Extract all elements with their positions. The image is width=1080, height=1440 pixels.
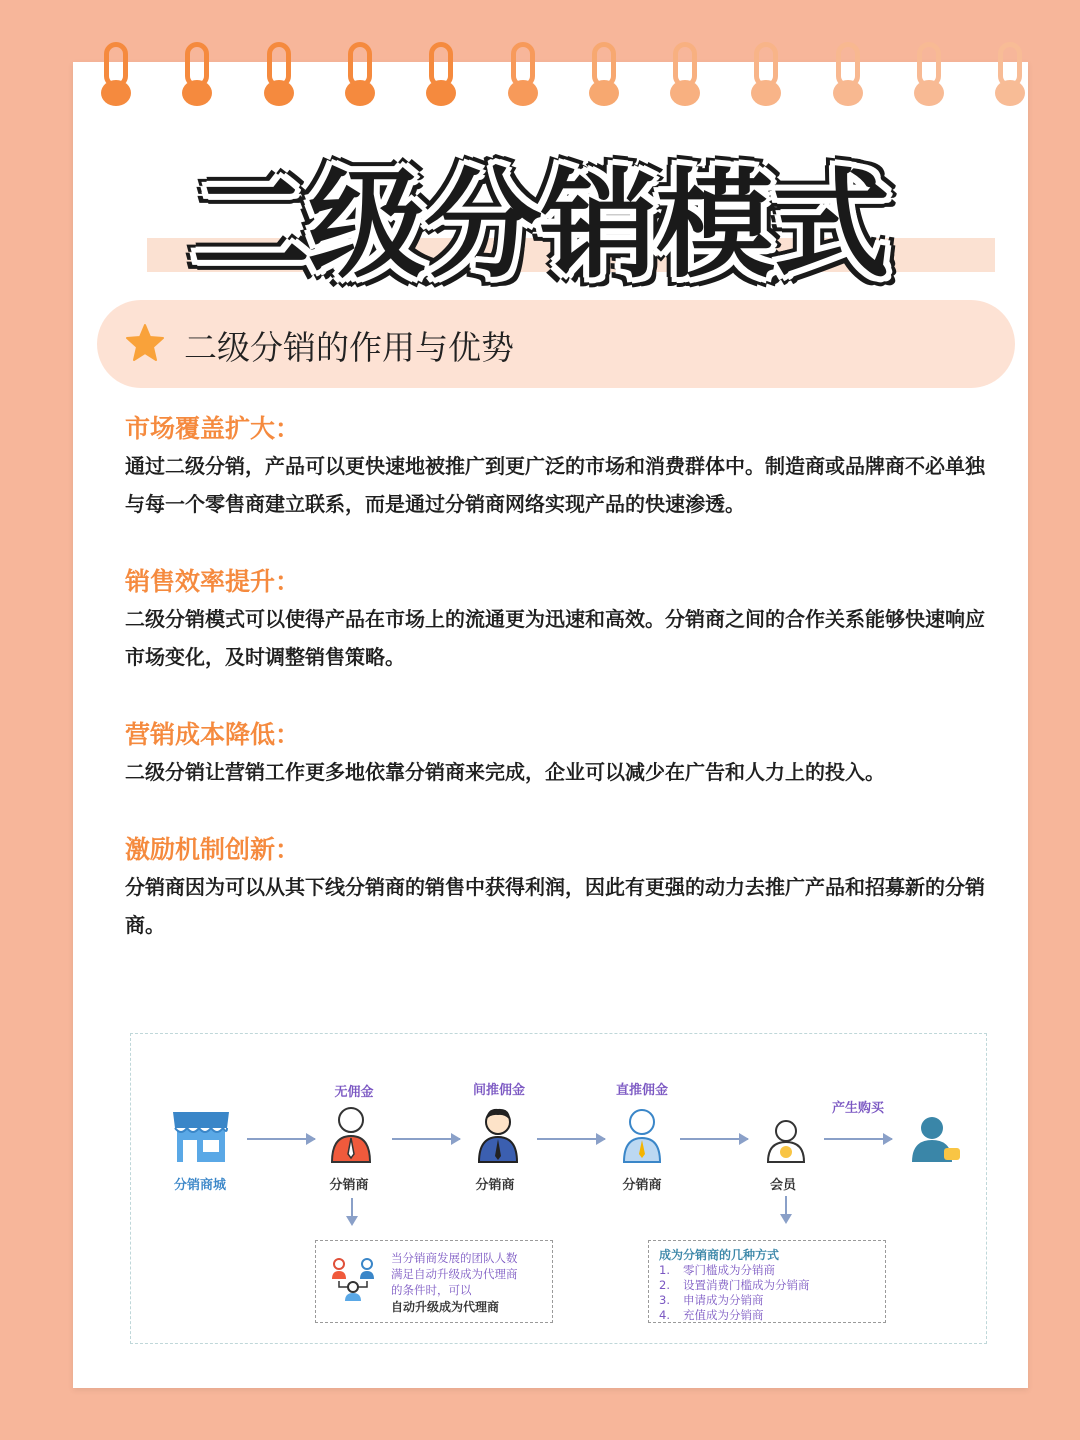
arrow: [680, 1138, 748, 1140]
label-direct-commission: 直推佣金: [615, 1083, 668, 1098]
node-label-distributor: 分销商: [622, 1178, 662, 1193]
distributor-red-icon: [328, 1104, 374, 1164]
box-line: 的条件时，可以: [391, 1283, 472, 1297]
node-label-distributor: 分销商: [475, 1178, 515, 1193]
arrow: [392, 1138, 460, 1140]
ring-icon: [914, 42, 944, 106]
label-purchase: 产生购买: [831, 1101, 884, 1116]
arrow: [537, 1138, 605, 1140]
arrow: [824, 1138, 892, 1140]
ring-icon: [833, 42, 863, 106]
ring-icon: [751, 42, 781, 106]
customer-icon: [910, 1114, 962, 1164]
team-icon: [330, 1257, 376, 1301]
box-strong-line: 自动升级成为代理商: [391, 1300, 500, 1314]
section-body: 通过二级分销，产品可以更快速地被推广到更广泛的市场和消费群体中。制造商或品牌商不必单独与每一个零售商建立联系，而是通过分销商网络实现产品的快速渗透。: [125, 454, 985, 516]
ring-icon: [670, 42, 700, 106]
down-arrow: [785, 1196, 787, 1222]
section-title: 二级分销的作用与优势: [184, 328, 514, 367]
list-item: 2. 设置消费门槛成为分销商: [659, 1278, 810, 1292]
become-distributor-box: [648, 1240, 886, 1323]
ring-icon: [995, 42, 1025, 106]
node-label-distributor: 分销商: [329, 1178, 369, 1193]
ring-icon: [345, 42, 375, 106]
list-item: 3. 申请成为分销商: [659, 1293, 764, 1307]
section-sales-efficiency: [125, 564, 985, 676]
distributor-lightblue-icon: [620, 1106, 664, 1164]
ring-icon: [101, 42, 131, 106]
ring-icon: [426, 42, 456, 106]
section-body: 二级分销让营销工作更多地依靠分销商来完成，企业可以减少在广告和人力上的投入。: [125, 760, 885, 784]
section-market-coverage: [125, 411, 985, 523]
ring-icon: [264, 42, 294, 106]
section-body: 二级分销模式可以使得产品在市场上的流通更为迅速和高效。分销商之间的合作关系能够快速响应市场变化，及时调整销售策略。: [125, 607, 985, 669]
ring-icon: [589, 42, 619, 106]
distributor-blue-icon: [475, 1104, 521, 1164]
page-title: 二级分销模式: [191, 156, 888, 294]
node-label-shop: 分销商城: [173, 1178, 226, 1193]
section-heading: 营销成本降低：: [125, 720, 301, 749]
arrow: [247, 1138, 315, 1140]
ring-icon: [182, 42, 212, 106]
section-marketing-cost: [125, 717, 985, 791]
box-line: 当分销商发展的团队人数: [391, 1251, 518, 1265]
section-heading: 市场覆盖扩大：: [125, 414, 301, 443]
box-heading: 成为分销商的几种方式: [659, 1248, 780, 1262]
section-incentive: [125, 832, 985, 944]
section-heading: 销售效率提升：: [125, 567, 301, 596]
section-heading: 激励机制创新：: [125, 835, 301, 864]
star-icon: [125, 323, 165, 363]
list-item: 1. 零门槛成为分销商: [659, 1263, 775, 1277]
node-label-member: 会员: [769, 1178, 796, 1193]
label-indirect-commission: 间推佣金: [472, 1083, 525, 1098]
box-line: 满足自动升级成为代理商: [391, 1267, 518, 1281]
member-icon: [765, 1118, 807, 1164]
label-no-commission: 无佣金: [334, 1085, 374, 1100]
section-body: 分销商因为可以从其下线分销商的销售中获得利润，因此有更强的动力去推广产品和招募新的分销商。: [125, 875, 985, 937]
spiral-binding: [0, 0, 1080, 120]
list-item: 4. 充值成为分销商: [659, 1308, 764, 1322]
auto-upgrade-box: [315, 1240, 553, 1323]
ring-icon: [508, 42, 538, 106]
down-arrow: [351, 1198, 353, 1224]
shop-icon: [171, 1108, 231, 1164]
